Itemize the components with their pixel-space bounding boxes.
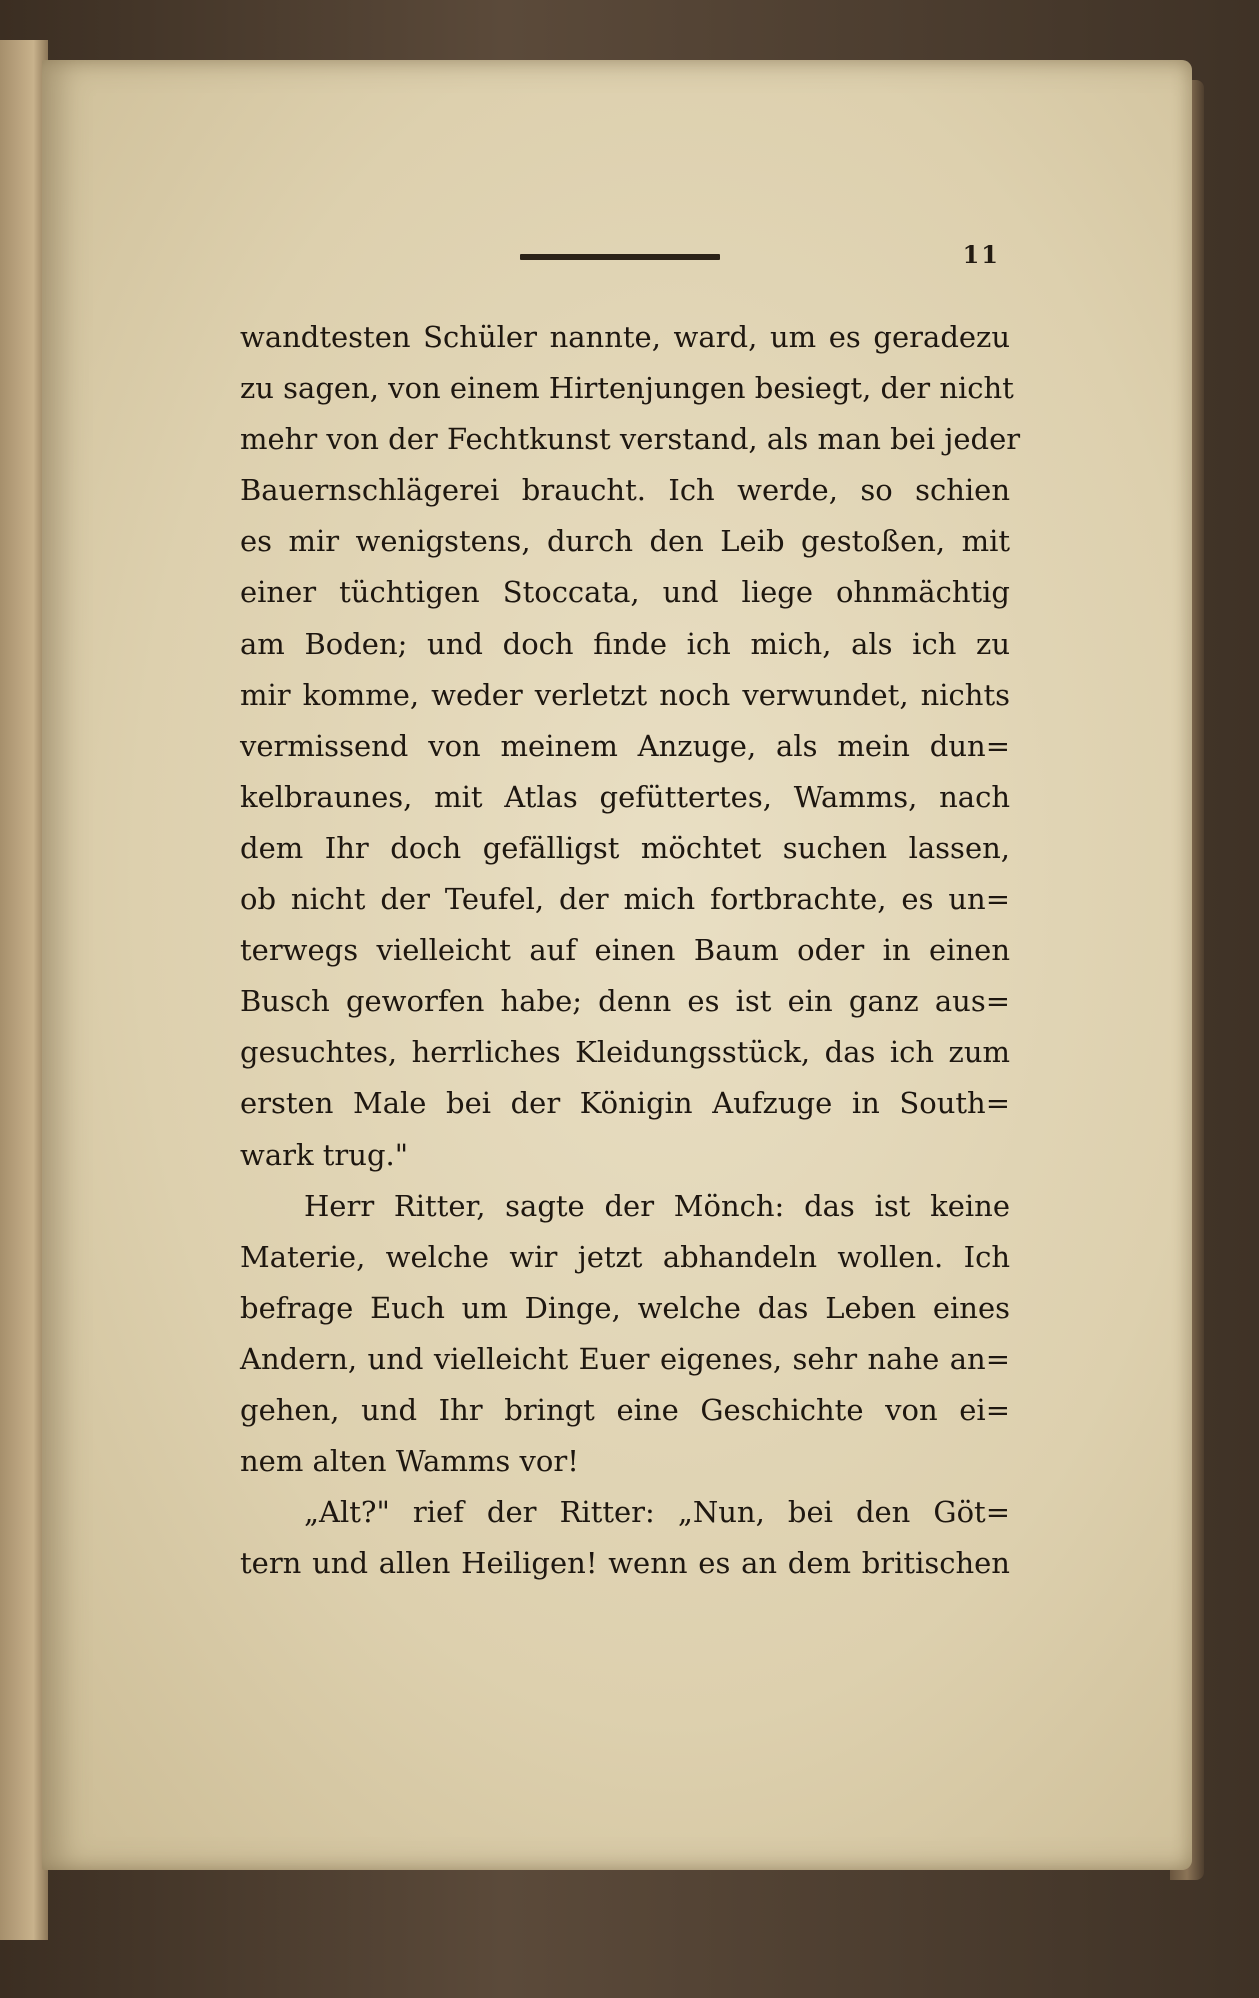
text-line: Busch geworfen habe; denn es ist ein ganz aus= bbox=[240, 984, 1010, 1019]
text-line: zu sagen, von einem Hirtenjungen besiegt, der nicht bbox=[240, 371, 1014, 406]
header-rule bbox=[520, 254, 720, 260]
text-line: es mir wenigstens, durch den Leib gestoßen, mit bbox=[240, 524, 1010, 559]
text-line: nem alten Wamms vor! bbox=[240, 1444, 579, 1479]
page-header bbox=[520, 242, 1010, 272]
text-line: mir komme, weder verletzt noch verwundet, nichts bbox=[240, 677, 1010, 712]
text-line: ob nicht der Teufel, der mich fortbrachte, es un= bbox=[240, 882, 1010, 917]
text-line: am Boden; und doch finde ich mich, als ich zu bbox=[240, 626, 1010, 661]
text-line: kelbraunes, mit Atlas gefüttertes, Wamms, nach bbox=[240, 779, 1010, 814]
text-line: Materie, welche wir jetzt abhandeln wollen. Ich bbox=[240, 1239, 1010, 1274]
text-line: mehr von der Fechtkunst verstand, als man bei jeder bbox=[240, 422, 1021, 457]
text-line: gehen, und Ihr bringt eine Geschichte von ei= bbox=[240, 1392, 1010, 1427]
body-text bbox=[240, 312, 1021, 1589]
text-line: wark trug." bbox=[240, 1137, 409, 1172]
facing-page-edge bbox=[0, 40, 48, 1940]
text-line: Herr Ritter, sagte der Mönch: das ist keine bbox=[304, 1188, 1010, 1223]
text-line: befrage Euch um Dinge, welche das Leben eines bbox=[240, 1290, 1010, 1325]
text-line: dem Ihr doch gefälligst möchtet suchen lassen, bbox=[240, 830, 1010, 865]
text-line: wandtesten Schüler nannte, ward, um es geradezu bbox=[240, 320, 1010, 354]
text-line: „Alt?" rief der Ritter: „Nun, bei den Göt= bbox=[304, 1495, 1010, 1530]
text-line: tern und allen Heiligen! wenn es an dem britischen bbox=[240, 1546, 1010, 1581]
text-line: Bauernschlägerei braucht. Ich werde, so schien bbox=[240, 473, 1010, 508]
text-line: vermissend von meinem Anzuge, als mein dun= bbox=[240, 728, 1010, 763]
text-line: gesuchtes, herrliches Kleidungsstück, das ich zum bbox=[240, 1035, 1010, 1070]
text-line: Andern, und vielleicht Euer eigenes, sehr nahe an= bbox=[240, 1341, 1010, 1376]
page-number: 11 bbox=[962, 240, 1000, 269]
text-line: einer tüchtigen Stoccata, und liege ohnmächtig bbox=[240, 575, 1010, 610]
text-line: ersten Male bei der Königin Aufzuge in South= bbox=[240, 1086, 1010, 1121]
text-line: terwegs vielleicht auf einen Baum oder in einen bbox=[240, 933, 1010, 968]
